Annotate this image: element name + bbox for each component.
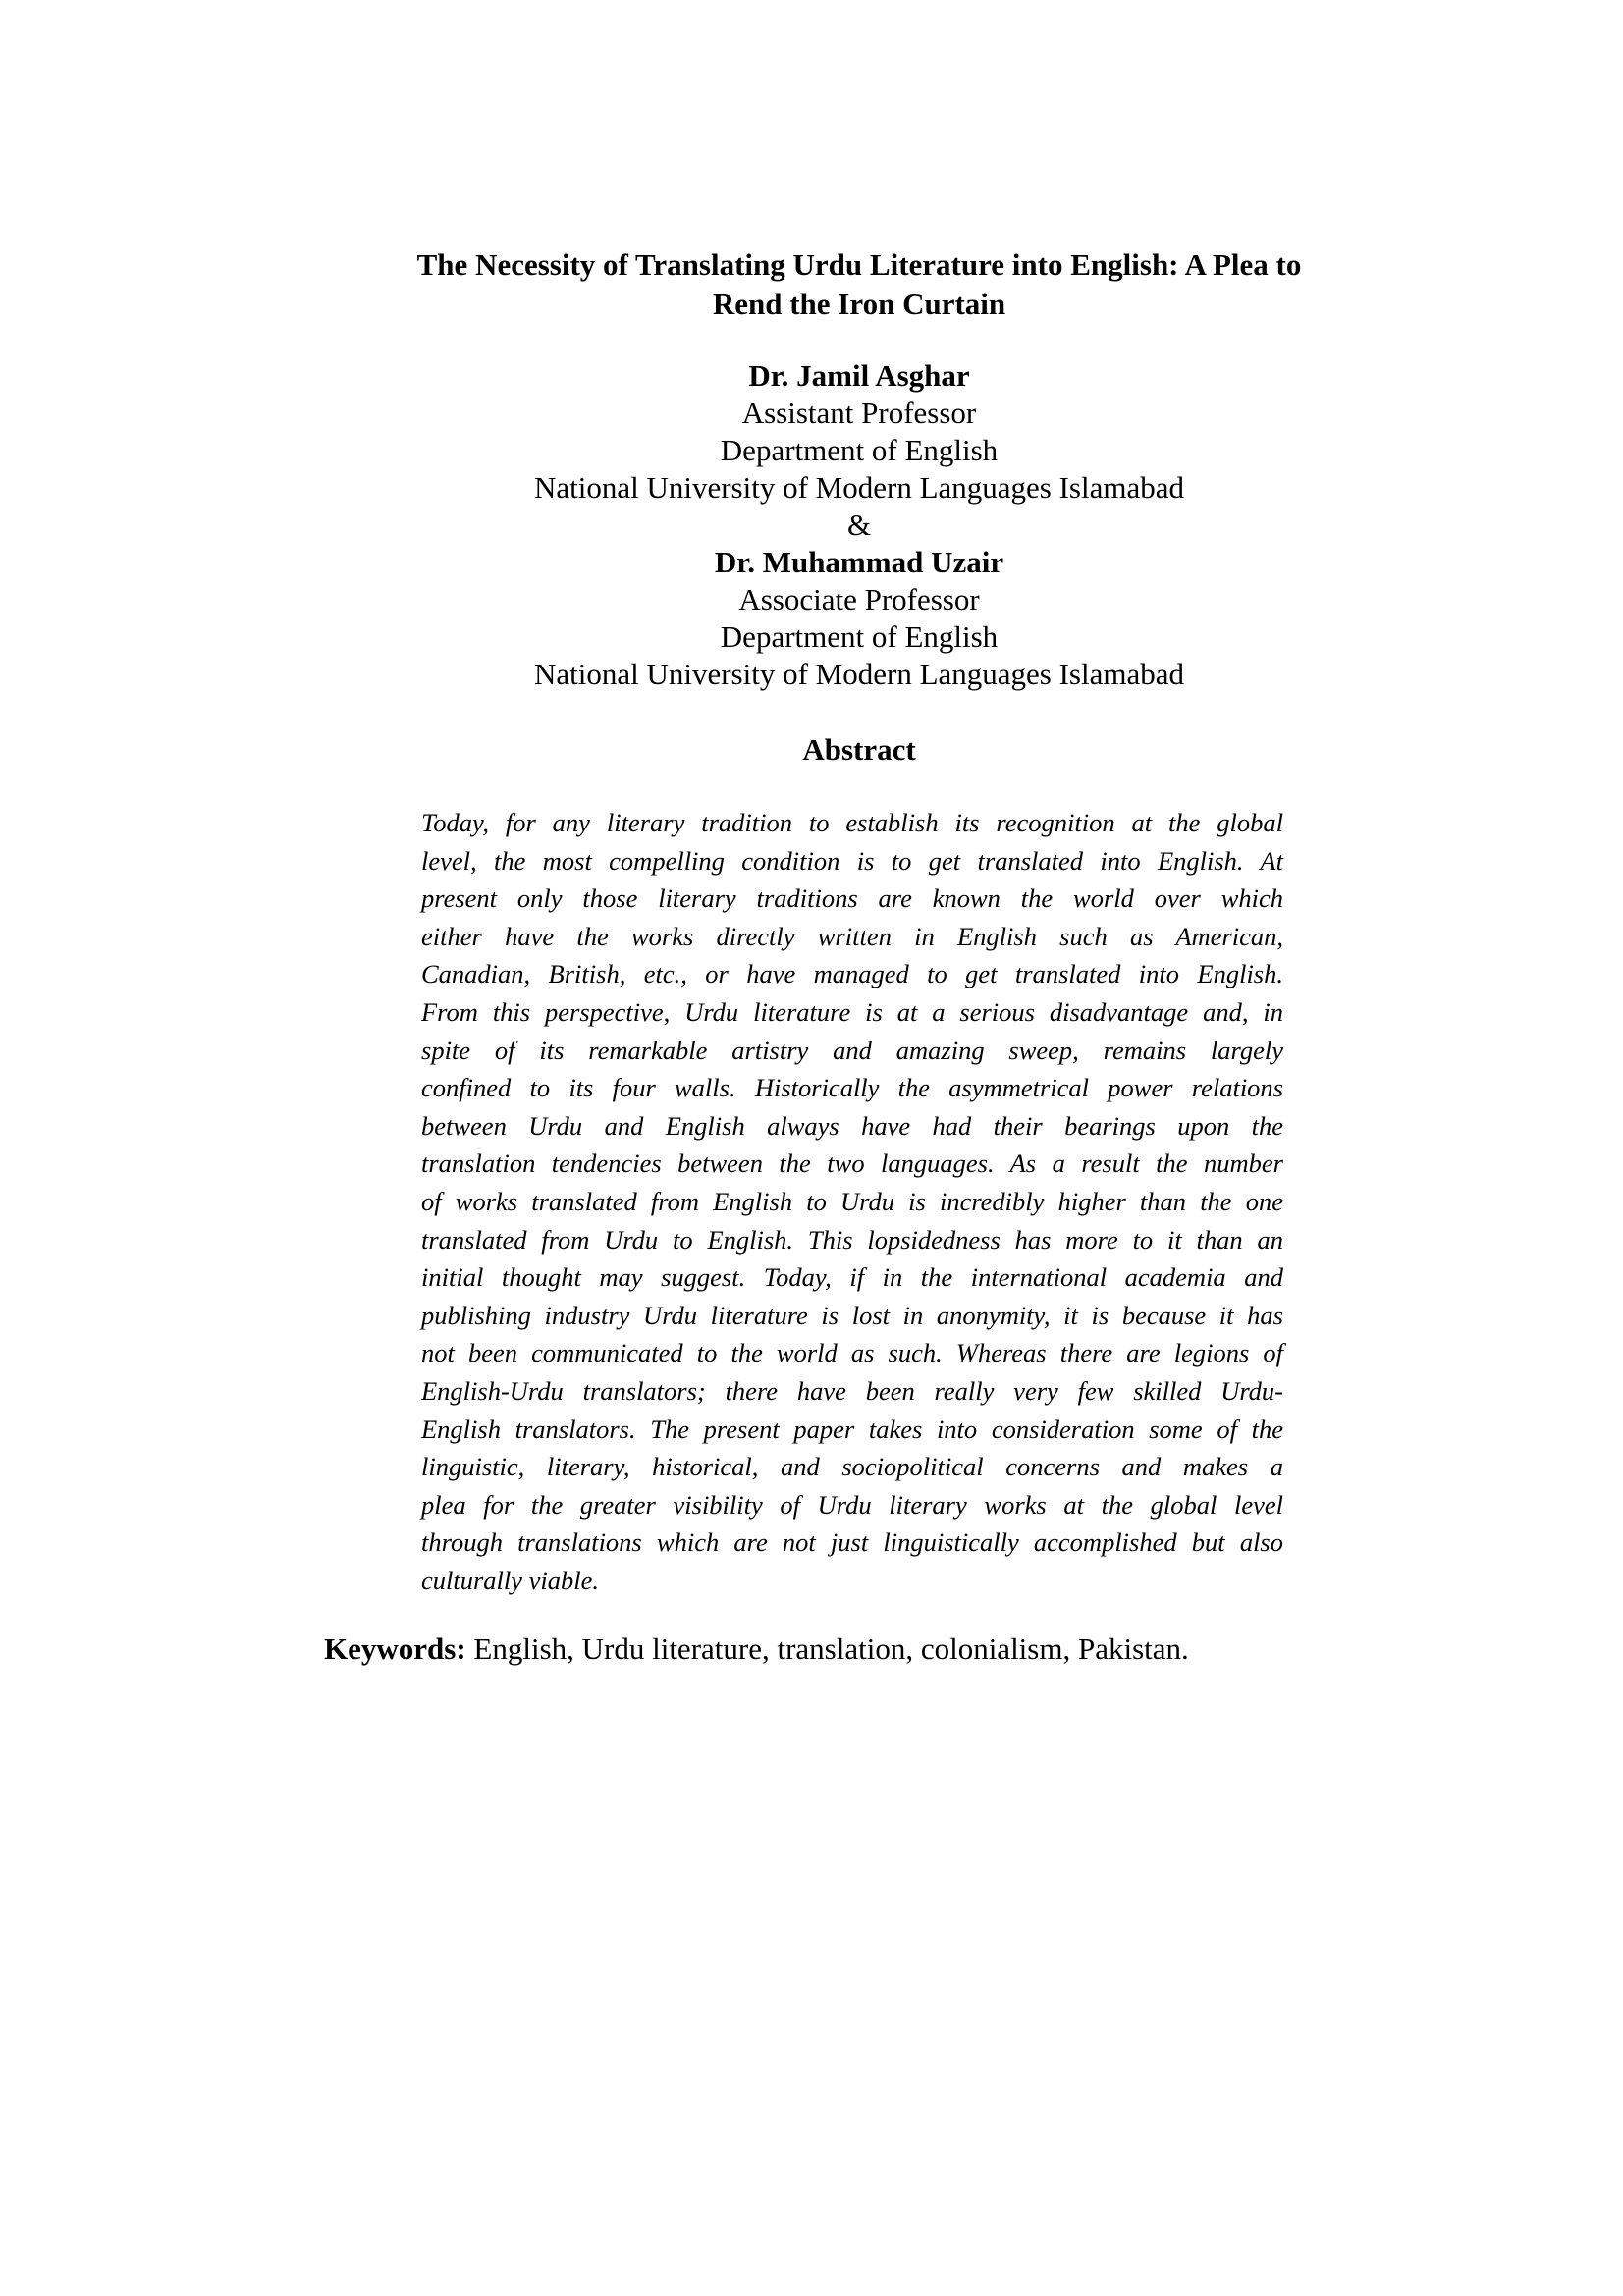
- author-name: Dr. Muhammad Uzair: [714, 545, 1004, 579]
- author-department: Department of English: [720, 619, 999, 654]
- abstract-line: publishing industry Urdu literature is lost in anonymity, it is because it has: [421, 1300, 1283, 1330]
- abstract-line: plea for the greater visibility of Urdu literary works at the global level: [421, 1489, 1283, 1520]
- abstract-line: culturally viable.: [421, 1565, 600, 1595]
- abstract-line: English translators. The present paper takes into consideration some of the: [421, 1414, 1283, 1444]
- author-separator: &: [846, 507, 872, 542]
- abstract-line: English-Urdu translators; there have been really very few skilled Urdu-: [421, 1375, 1283, 1406]
- abstract-line: Today, for any literary tradition to establish its recognition at the global: [421, 808, 1283, 837]
- abstract-line: spite of its remarkable artistry and amazing sweep, remains largely: [421, 1035, 1283, 1065]
- abstract-line: confined to its four walls. Historically the asymmetrical power relations: [421, 1073, 1283, 1103]
- author-name: Dr. Jamil Asghar: [748, 358, 970, 393]
- author-position: Associate Professor: [738, 582, 980, 616]
- abstract-line: translated from Urdu to English. This lopsidedness has more to it than an: [421, 1224, 1283, 1255]
- abstract-line: linguistic, literary, historical, and sociopolitical concerns and makes a: [421, 1452, 1283, 1482]
- author-institution: National University of Modern Languages Islamabad: [533, 470, 1184, 505]
- keywords-label: Keywords:: [324, 1631, 466, 1666]
- author-department: Department of English: [720, 433, 999, 467]
- abstract-line: present only those literary traditions are known the world over which: [421, 883, 1283, 914]
- abstract-line: level, the most compelling condition is to get translated into English. At: [421, 845, 1283, 876]
- author-block: [324, 357, 1394, 693]
- abstract-line: either have the works directly written in English such as American,: [421, 921, 1283, 951]
- abstract-line: translation tendencies between the two languages. As a result the number: [421, 1148, 1283, 1179]
- abstract-line: through translations which are not just linguistically accomplished but also: [421, 1527, 1283, 1558]
- abstract-heading: Abstract: [802, 732, 916, 767]
- abstract-body: [421, 804, 1283, 1599]
- author-institution: National University of Modern Languages Islamabad: [533, 657, 1184, 691]
- keywords-text: English, Urdu literature, translation, colonialism, Pakistan.: [465, 1631, 1189, 1666]
- paper-title-line-1: The Necessity of Translating Urdu Literature into English: A Plea to: [416, 247, 1302, 282]
- paper-title-line-2: Rend the Iron Curtain: [712, 287, 1006, 321]
- abstract-line: initial thought may suggest. Today, if in the international academia and: [421, 1262, 1283, 1293]
- abstract-line: not been communicated to the world as such. Whereas there are legions of: [421, 1338, 1283, 1368]
- author-position: Assistant Professor: [741, 396, 977, 430]
- paper-title: [324, 245, 1394, 324]
- keywords-line: [324, 1629, 1404, 1669]
- abstract-line: of works translated from English to Urdu is incredibly higher than the one: [421, 1186, 1283, 1216]
- abstract-line: Canadian, British, etc., or have managed to get translated into English.: [421, 959, 1283, 989]
- abstract-line: between Urdu and English always have had their bearings upon the: [421, 1110, 1283, 1141]
- abstract-line: From this perspective, Urdu literature is at a serious disadvantage and, in: [421, 996, 1283, 1027]
